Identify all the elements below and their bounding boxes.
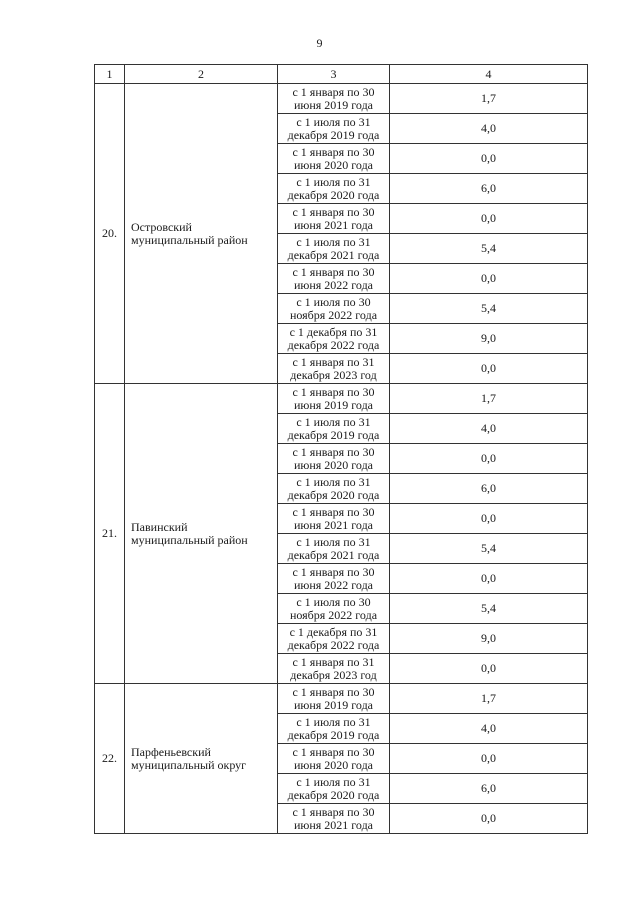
header-col-2: 2	[125, 65, 278, 84]
period-cell	[278, 204, 390, 234]
period-line2: декабря 2022 года	[287, 637, 380, 652]
period-line1: с 1 января по 31	[292, 354, 375, 369]
row-number: 22.	[95, 684, 125, 834]
period-cell	[278, 294, 390, 324]
period-cell	[278, 114, 390, 144]
rate-value: 0,0	[390, 444, 588, 474]
rate-value: 4,0	[390, 114, 588, 144]
period-line1: с 1 января по 30	[292, 204, 375, 219]
rate-value: 1,7	[390, 384, 588, 414]
header-col-4: 4	[390, 65, 588, 84]
period-line1: с 1 января по 30	[292, 384, 375, 399]
rates-table-body	[95, 65, 588, 834]
period-line1: с 1 января по 30	[292, 804, 375, 819]
period-cell	[278, 534, 390, 564]
period-cell	[278, 174, 390, 204]
table-row	[95, 84, 588, 114]
rate-value: 6,0	[390, 774, 588, 804]
rate-value: 5,4	[390, 594, 588, 624]
period-line2: декабря 2019 года	[287, 127, 380, 142]
period-line1: с 1 января по 30	[292, 744, 375, 759]
municipality-name	[125, 384, 278, 684]
period-line1: с 1 декабря по 31	[289, 624, 378, 639]
period-cell	[278, 264, 390, 294]
municipality-name-line2: муниципальный район	[131, 232, 248, 247]
header-col-1: 1	[95, 65, 125, 84]
period-cell	[278, 594, 390, 624]
period-line2: декабря 2019 года	[287, 427, 380, 442]
rate-value: 0,0	[390, 354, 588, 384]
period-line2: декабря 2020 года	[287, 787, 380, 802]
rate-value: 0,0	[390, 744, 588, 774]
period-line1: с 1 июля по 31	[296, 534, 371, 549]
period-cell	[278, 384, 390, 414]
period-cell	[278, 324, 390, 354]
period-line2: декабря 2021 года	[287, 547, 380, 562]
rate-value: 6,0	[390, 474, 588, 504]
period-cell	[278, 744, 390, 774]
rate-value: 9,0	[390, 624, 588, 654]
period-line1: с 1 июля по 31	[296, 114, 371, 129]
municipality-name-line2: муниципальный округ	[131, 757, 247, 772]
municipality-name-line1: Островский	[131, 219, 192, 234]
period-cell	[278, 84, 390, 114]
period-line2: декабря 2020 года	[287, 487, 380, 502]
rate-value: 5,4	[390, 534, 588, 564]
rate-value: 0,0	[390, 264, 588, 294]
period-line1: с 1 июля по 31	[296, 414, 371, 429]
rate-value: 0,0	[390, 564, 588, 594]
period-line2: июня 2022 года	[293, 277, 374, 292]
period-line2: июня 2020 года	[293, 457, 374, 472]
row-number: 20.	[95, 84, 125, 384]
period-cell	[278, 714, 390, 744]
period-cell	[278, 474, 390, 504]
table-row	[95, 684, 588, 714]
period-line2: декабря 2023 год	[290, 667, 377, 682]
rate-value: 4,0	[390, 714, 588, 744]
period-line2: июня 2019 года	[293, 97, 374, 112]
rate-value: 0,0	[390, 204, 588, 234]
municipality-name-line1: Павинский	[131, 519, 188, 534]
municipality-name	[125, 684, 278, 834]
rate-value: 9,0	[390, 324, 588, 354]
period-cell	[278, 144, 390, 174]
period-line2: июня 2021 года	[293, 817, 374, 832]
period-line1: с 1 июля по 31	[296, 714, 371, 729]
rate-value: 1,7	[390, 684, 588, 714]
period-line1: с 1 января по 30	[292, 84, 375, 99]
period-cell	[278, 684, 390, 714]
rate-value: 0,0	[390, 144, 588, 174]
period-line2: ноября 2022 года	[289, 307, 378, 322]
period-cell	[278, 564, 390, 594]
period-cell	[278, 624, 390, 654]
table-row	[95, 384, 588, 414]
municipality-name	[125, 84, 278, 384]
period-line1: с 1 января по 30	[292, 144, 375, 159]
municipality-name-line2: муниципальный район	[131, 532, 248, 547]
period-cell	[278, 234, 390, 264]
period-line2: июня 2020 года	[293, 757, 374, 772]
header-row	[95, 65, 588, 84]
period-line2: июня 2021 года	[293, 217, 374, 232]
period-cell	[278, 804, 390, 834]
rate-value: 6,0	[390, 174, 588, 204]
period-line1: с 1 января по 30	[292, 264, 375, 279]
rate-value: 0,0	[390, 804, 588, 834]
period-line2: декабря 2022 года	[287, 337, 380, 352]
period-cell	[278, 654, 390, 684]
rate-value: 0,0	[390, 504, 588, 534]
period-cell	[278, 414, 390, 444]
rate-value: 4,0	[390, 414, 588, 444]
period-line2: декабря 2019 года	[287, 727, 380, 742]
period-line1: с 1 июля по 30	[296, 294, 371, 309]
period-cell	[278, 354, 390, 384]
period-line1: с 1 января по 30	[292, 684, 375, 699]
rate-value: 1,7	[390, 84, 588, 114]
period-line2: декабря 2021 года	[287, 247, 380, 262]
period-line1: с 1 января по 30	[292, 444, 375, 459]
period-line2: июня 2022 года	[293, 577, 374, 592]
period-line1: с 1 декабря по 31	[289, 324, 378, 339]
rate-value: 5,4	[390, 294, 588, 324]
period-line1: с 1 июля по 31	[296, 774, 371, 789]
period-line1: с 1 января по 30	[292, 504, 375, 519]
row-number: 21.	[95, 384, 125, 684]
period-line1: с 1 июля по 30	[296, 594, 371, 609]
header-col-3: 3	[278, 65, 390, 84]
municipality-name-line1: Парфеньевский	[131, 744, 211, 759]
period-line1: с 1 января по 31	[292, 654, 375, 669]
rates-table	[94, 64, 588, 834]
period-line2: июня 2019 года	[293, 397, 374, 412]
period-line2: декабря 2020 года	[287, 187, 380, 202]
period-line2: ноября 2022 года	[289, 607, 378, 622]
rate-value: 0,0	[390, 654, 588, 684]
period-line1: с 1 июля по 31	[296, 234, 371, 249]
period-line1: с 1 июля по 31	[296, 474, 371, 489]
period-line1: с 1 июля по 31	[296, 174, 371, 189]
period-line2: июня 2020 года	[293, 157, 374, 172]
period-cell	[278, 444, 390, 474]
period-line1: с 1 января по 30	[292, 564, 375, 579]
rate-value: 5,4	[390, 234, 588, 264]
period-line2: июня 2019 года	[293, 697, 374, 712]
period-line2: июня 2021 года	[293, 517, 374, 532]
page-number: 9	[316, 36, 323, 50]
period-cell	[278, 774, 390, 804]
period-cell	[278, 504, 390, 534]
period-line2: декабря 2023 год	[290, 367, 377, 382]
